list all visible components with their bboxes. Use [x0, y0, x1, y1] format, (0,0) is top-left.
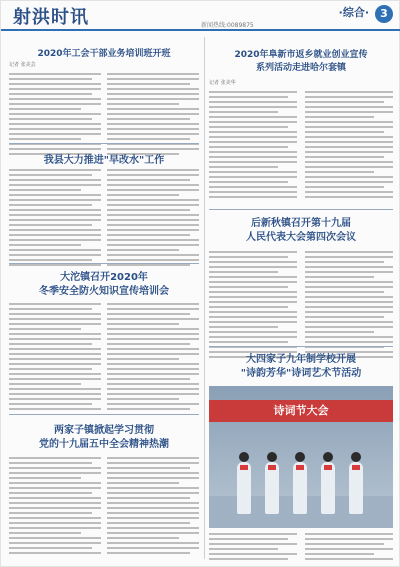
- article-divider: [9, 414, 199, 415]
- masthead: [1, 1, 400, 31]
- article-divider: [209, 209, 393, 210]
- column-divider: [204, 37, 205, 559]
- article-body-col: [305, 251, 393, 361]
- article-divider: [9, 263, 199, 264]
- article-body-col: [305, 91, 393, 201]
- section-label: ·综合·: [338, 6, 369, 19]
- article-body-col: [9, 303, 101, 413]
- student-figure: [237, 462, 251, 514]
- article-body-col: [107, 73, 199, 158]
- article-body-col: [9, 73, 101, 158]
- article-title-study-spirit: 两家子镇掀起学习贯彻 党的十九届五中全会精神热潮: [39, 425, 169, 450]
- masthead-tagline: 新闻热线:0089875: [201, 22, 254, 29]
- student-figure: [265, 462, 279, 514]
- newspaper-brand: 射洪时讯: [13, 7, 89, 28]
- student-figure: [321, 462, 335, 514]
- article-body-col: [305, 533, 393, 563]
- article-body-col: [9, 169, 101, 269]
- page-number-badge: 3: [375, 5, 393, 23]
- article-body-col: [107, 457, 199, 557]
- article-byline: 记者 张美华: [209, 80, 236, 86]
- article-divider: [9, 143, 199, 144]
- article-title-training: 2020年工会干部业务培训班开班: [37, 49, 171, 59]
- article-body-col: [209, 91, 297, 201]
- article-title-poetry-festival: 大四家子九年制学校开展 "诗韵芳华"诗词艺术节活动: [240, 354, 362, 379]
- article-divider: [209, 346, 393, 347]
- student-figure: [349, 462, 363, 514]
- article-title-toilet-reform: 我县大力推进"早改水"工作: [43, 155, 165, 166]
- article-body-col: [209, 533, 297, 563]
- article-body-col: [209, 251, 297, 361]
- article-body-col: [107, 303, 199, 413]
- article-body-col: [107, 169, 199, 269]
- article-title-peoples-congress: 后新秋镇召开第十九届 人民代表大会第四次会议: [246, 218, 356, 243]
- article-title-fire-safety: 大沱镇召开2020年 冬季安全防火知识宣传培训会: [39, 272, 169, 297]
- article-title-employment-campaign: 2020年阜新市返乡就业创业宣传 系列活动走进哈尔套镇: [234, 50, 368, 73]
- student-figure: [293, 462, 307, 514]
- article-body-col: [9, 457, 101, 557]
- event-photo: [209, 386, 393, 528]
- article-byline: 记者 张美芸: [9, 62, 36, 68]
- photo-banner: 诗词节大会: [209, 400, 393, 422]
